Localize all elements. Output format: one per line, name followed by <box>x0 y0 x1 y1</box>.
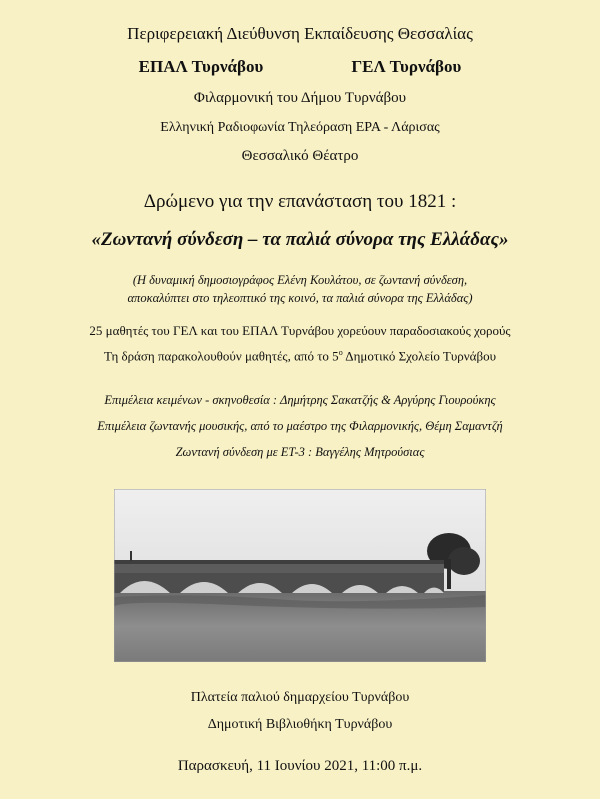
epal-label: ΕΠΑΛ Τυρνάβου <box>138 57 264 76</box>
participants-line-2 <box>0 348 600 364</box>
broadcaster-label: Ελληνική Ραδιοφωνία Τηλεόραση ΕΡΑ - Λάρισας <box>160 120 440 135</box>
credit-live-link: Ζωντανή σύνδεση με ΕΤ-3 : Βαγγέλης Μητρούσιας <box>175 445 425 459</box>
event-date-time: Παρασκευή, 11 Ιουνίου 2021, 11:00 π.μ. <box>177 758 423 774</box>
old-bridge-photo <box>114 489 486 662</box>
event-description <box>0 271 600 307</box>
description-line-2: αποκαλύπτει στο τηλεοπτικό της κοινό, τα παλιά σύνορα της Ελλάδας) <box>127 291 473 305</box>
event-subtitle: «Ζωντανή σύνδεση – τα παλιά σύνορα της Ελλάδας» <box>91 229 509 250</box>
directorate-heading: Περιφερειακή Διεύθυνση Εκπαίδευσης Θεσσαλίας <box>127 24 473 43</box>
theatre-label: Θεσσαλικό Θέατρο <box>241 148 359 164</box>
ordinal-superscript: ο <box>338 348 343 357</box>
event-title: Δρώμενο για την επανάσταση του 1821 : <box>143 191 457 212</box>
philharmonic-label: Φιλαρμονική του Δήμου Τυρνάβου <box>193 90 407 106</box>
credit-direction: Επιμέλεια κειμένων - σκηνοθεσία : Δημήτρης Σακατζής & Αργύρης Γιουρούκης <box>104 393 496 407</box>
participants-line-1: 25 μαθητές του ΓΕΛ και του ΕΠΑΛ Τυρνάβου χορεύουν παραδοσιακούς χορούς <box>89 323 511 338</box>
gel-label: ΓΕΛ Τυρνάβου <box>351 57 462 76</box>
participants-line-2-end: Δημοτικό Σχολείο Τυρνάβου <box>342 348 497 364</box>
credit-music: Επιμέλεια ζωντανής μουσικής, από το μαέστρο της Φιλαρμονικής, Θέμη Σαμαντζή <box>97 419 503 433</box>
venue-square: Πλατεία παλιού δημαρχείου Τυρνάβου <box>190 690 410 705</box>
participants-line-2-start: Τη δράση παρακολουθούν μαθητές, από το 5 <box>103 348 339 364</box>
organizers-row <box>0 57 600 77</box>
description-line-1: (Η δυναμική δημοσιογράφος Ελένη Κουλάτου, σε ζωντανή σύνδεση, <box>132 273 468 287</box>
venue-library: Δημοτική Βιβλιοθήκη Τυρνάβου <box>207 717 393 732</box>
